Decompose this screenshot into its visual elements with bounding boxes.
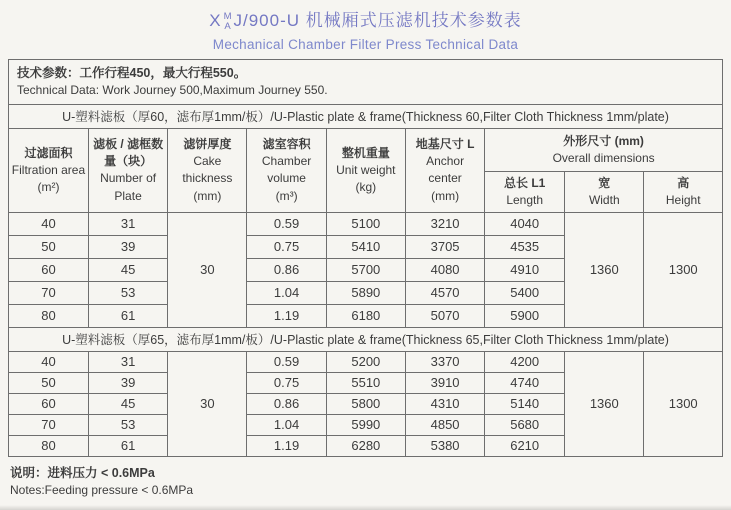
cell-length: 4535 — [485, 235, 565, 258]
header-line: Plate — [114, 188, 142, 203]
notes-zh: 说明：进料压力 < 0.6MPa — [10, 465, 155, 480]
header-line: (mm) — [193, 188, 222, 203]
cell-anchor-center: 4080 — [405, 258, 484, 281]
section-title-1: U-塑料滤板（厚60，滤布厚1mm/板）/U-Plastic plate & frame(Thickness 60,Filter Cloth Thickness 1mm/plate) — [9, 104, 723, 128]
table-row — [9, 212, 723, 235]
cell-filtration-area: 50 — [9, 235, 89, 258]
header-line: Cake — [193, 154, 222, 169]
cell-filtration-area: 70 — [9, 281, 89, 304]
header-line: volume — [267, 171, 306, 186]
cell-filtration-area: 40 — [9, 351, 89, 372]
cell-cake-thickness: 30 — [168, 351, 247, 456]
header-line: center — [428, 171, 462, 186]
cell-anchor-center: 5380 — [405, 435, 484, 456]
cell-unit-weight: 5100 — [326, 212, 405, 235]
cell-plate-count: 53 — [88, 281, 167, 304]
cell-unit-weight: 6180 — [326, 304, 405, 327]
section-title-2: U-塑料滤板（厚65，滤布厚1mm/板）/U-Plastic plate & frame(Thickness 65,Filter Cloth Thickness 1mm/plate) — [9, 327, 723, 351]
cell-anchor-center: 3210 — [405, 212, 484, 235]
col-header-plate-count — [88, 128, 167, 212]
cell-unit-weight: 6280 — [326, 435, 405, 456]
cell-plate-count: 61 — [88, 435, 167, 456]
spec-table-wrapper — [8, 59, 723, 457]
cell-plate-count: 31 — [88, 212, 167, 235]
cell-anchor-center: 3910 — [405, 372, 484, 393]
title-model-stack — [224, 12, 232, 32]
tech-params-row — [9, 59, 723, 104]
header-line: Length — [506, 192, 544, 207]
cell-anchor-center: 4310 — [405, 393, 484, 414]
col-header-filtration-area — [9, 128, 89, 212]
cell-length: 4040 — [485, 212, 565, 235]
col-header-chamber-volume — [247, 128, 326, 212]
header-line: 地基尺寸 L — [415, 137, 475, 152]
cell-filtration-area: 60 — [9, 393, 89, 414]
cell-unit-weight: 5510 — [326, 372, 405, 393]
cell-plate-count: 31 — [88, 351, 167, 372]
title-block — [0, 0, 731, 52]
cell-unit-weight: 5200 — [326, 351, 405, 372]
header-line: 量（块） — [104, 154, 153, 169]
cell-filtration-area: 70 — [9, 414, 89, 435]
cell-plate-count: 39 — [88, 372, 167, 393]
col-header-cake-thickness — [168, 128, 247, 212]
header-line: 总长 L1 — [504, 175, 546, 190]
cell-chamber-volume: 0.75 — [247, 235, 326, 258]
cell-filtration-area: 60 — [9, 258, 89, 281]
title-prefix: X — [209, 11, 222, 30]
header-line: thickness — [182, 171, 233, 186]
cell-width: 1360 — [565, 351, 644, 456]
section-title-row-2 — [9, 327, 723, 351]
header-line: 宽 — [598, 175, 611, 190]
cell-length: 5140 — [485, 393, 565, 414]
title-stack-bottom: A — [224, 21, 231, 32]
cell-chamber-volume: 0.59 — [247, 351, 326, 372]
col-header-overall-dimensions — [485, 128, 723, 171]
header-line: (kg) — [355, 179, 377, 194]
header-line: Width — [588, 192, 620, 207]
cell-chamber-volume: 0.59 — [247, 212, 326, 235]
tech-params-en: Technical Data: Work Journey 500,Maximum Journey 550. — [17, 83, 328, 98]
cell-chamber-volume: 0.86 — [247, 393, 326, 414]
header-line: 外形尺寸 (mm) — [563, 133, 644, 148]
cell-anchor-center: 3705 — [405, 235, 484, 258]
header-line: 滤饼厚度 — [183, 137, 232, 152]
title-stack-top: M — [223, 11, 232, 23]
header-line: 滤板 / 滤框数 — [93, 137, 164, 152]
cell-length: 4200 — [485, 351, 565, 372]
cell-height: 1300 — [644, 351, 723, 456]
title-main: J/900-U 机械厢式压滤机技术参数表 — [233, 11, 522, 30]
header-line: Anchor — [426, 154, 465, 169]
cell-cake-thickness: 30 — [168, 212, 247, 327]
scan-shadow — [0, 505, 731, 510]
cell-filtration-area: 40 — [9, 212, 89, 235]
cell-chamber-volume: 1.04 — [247, 281, 326, 304]
header-line: Height — [665, 192, 701, 207]
cell-anchor-center: 5070 — [405, 304, 484, 327]
cell-length: 5900 — [485, 304, 565, 327]
col-header-height — [644, 171, 723, 212]
cell-plate-count: 39 — [88, 235, 167, 258]
col-header-anchor-center — [405, 128, 484, 212]
cell-length: 5680 — [485, 414, 565, 435]
cell-unit-weight: 5800 — [326, 393, 405, 414]
table-row — [9, 351, 723, 372]
cell-chamber-volume: 1.19 — [247, 304, 326, 327]
cell-unit-weight: 5990 — [326, 414, 405, 435]
cell-chamber-volume: 0.75 — [247, 372, 326, 393]
cell-unit-weight: 5410 — [326, 235, 405, 258]
cell-unit-weight: 5700 — [326, 258, 405, 281]
header-line: 整机重量 — [341, 145, 390, 160]
header-line: Unit weight — [336, 162, 396, 177]
header-line: 过滤面积 — [24, 145, 73, 160]
header-line: 滤室容积 — [262, 137, 311, 152]
tech-params-cell — [9, 59, 723, 104]
cell-chamber-volume: 1.19 — [247, 435, 326, 456]
page-subtitle: Mechanical Chamber Filter Press Technical Data — [212, 36, 519, 52]
cell-plate-count: 61 — [88, 304, 167, 327]
cell-anchor-center: 3370 — [405, 351, 484, 372]
header-line: Filtration area — [11, 162, 86, 177]
cell-anchor-center: 4850 — [405, 414, 484, 435]
cell-length: 4910 — [485, 258, 565, 281]
header-line: (m³) — [275, 188, 298, 203]
notes-block — [10, 464, 731, 500]
header-line: Number of — [100, 171, 157, 186]
cell-plate-count: 45 — [88, 258, 167, 281]
cell-chamber-volume: 0.86 — [247, 258, 326, 281]
col-header-length — [485, 171, 565, 212]
tech-params-zh: 技术参数：工作行程450，最大行程550。 — [17, 66, 247, 81]
header-row-top — [9, 128, 723, 171]
cell-width: 1360 — [565, 212, 644, 327]
col-header-unit-weight — [326, 128, 405, 212]
notes-en: Notes:Feeding pressure < 0.6MPa — [10, 483, 194, 498]
page-title — [0, 11, 731, 32]
cell-filtration-area: 80 — [9, 304, 89, 327]
cell-height: 1300 — [644, 212, 723, 327]
spec-table — [8, 59, 723, 457]
cell-filtration-area: 80 — [9, 435, 89, 456]
col-header-width — [565, 171, 644, 212]
header-line: (mm) — [431, 188, 460, 203]
cell-filtration-area: 50 — [9, 372, 89, 393]
cell-unit-weight: 5890 — [326, 281, 405, 304]
section-title-row-1 — [9, 104, 723, 128]
cell-chamber-volume: 1.04 — [247, 414, 326, 435]
cell-length: 6210 — [485, 435, 565, 456]
header-line: Overall dimensions — [552, 150, 655, 165]
cell-anchor-center: 4570 — [405, 281, 484, 304]
cell-plate-count: 45 — [88, 393, 167, 414]
header-line: Chamber — [261, 154, 312, 169]
cell-length: 5400 — [485, 281, 565, 304]
cell-length: 4740 — [485, 372, 565, 393]
header-line: (m²) — [37, 179, 60, 194]
header-line: 高 — [677, 175, 690, 190]
cell-plate-count: 53 — [88, 414, 167, 435]
